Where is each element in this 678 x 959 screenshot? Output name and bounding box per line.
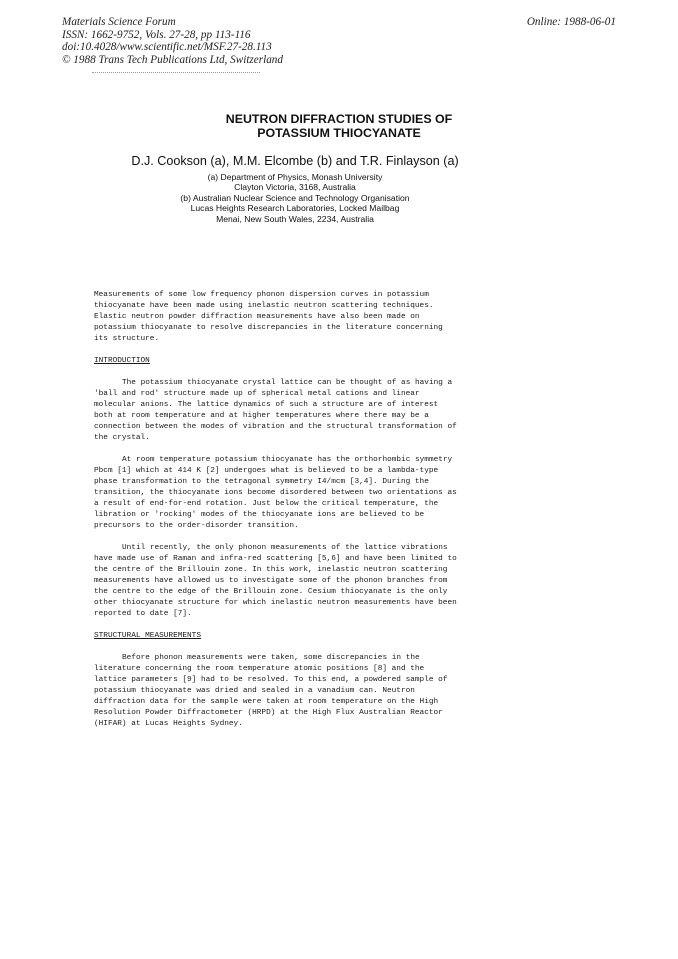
affiliations: [0, 172, 590, 224]
text-line: both at room temperature and at higher temperatures where there may be a: [94, 412, 429, 420]
text-line: the crystal.: [94, 434, 150, 442]
affiliation-line: (a) Department of Physics, Monash University: [207, 172, 383, 182]
text-line: potassium thiocyanate was dried and sealed in a vanadium can. Neutron: [94, 687, 415, 695]
affiliation-line: Menai, New South Wales, 2234, Australia: [216, 213, 374, 224]
abstract: [94, 290, 534, 345]
paper-title: [0, 112, 678, 140]
journal-name: Materials Science Forum: [62, 16, 176, 28]
text-line: Pbcm [1] which at 414 K [2] undergoes what is believed to be a lambda-type: [94, 467, 439, 475]
text-line: (HIFAR) at Lucas Heights Sydney.: [94, 720, 243, 728]
text-line: transition, the thiocyanate ions become disordered between two orientations as: [94, 489, 457, 497]
introduction-paragraph-1: [94, 378, 534, 444]
text-line: Until recently, the only phonon measurements of the lattice vibrations: [122, 544, 448, 552]
text-line: 'ball and rod' structure made up of spherical metal cations and linear: [94, 390, 420, 398]
abstract-line: Elastic neutron powder diffraction measurements have also been made on: [94, 313, 420, 321]
text-line: Before phonon measurements were taken, some discrepancies in the: [122, 654, 420, 662]
text-line: literature concerning the room temperature atomic positions [8] and the: [94, 665, 425, 673]
online-date: Online: 1988-06-01: [526, 16, 616, 28]
author-list: D.J. Cookson (a), M.M. Elcombe (b) and T.R. Finlayson (a): [131, 154, 459, 168]
text-line: a result of end-for-end rotation. Just below the critical temperature, the: [94, 500, 439, 508]
affiliation-line: (b) Australian Nuclear Science and Technology Organisation: [180, 192, 410, 203]
journal-header: [62, 16, 283, 66]
introduction-paragraph-2: [94, 455, 534, 532]
text-line: At room temperature potassium thiocyanate has the orthorhombic symmetry: [122, 456, 453, 464]
text-line: libration or 'rocking' modes of the thiocyanate ions are believed to be: [94, 511, 425, 519]
issn-line: ISSN: 1662-9752, Vols. 27-28, pp 113-116: [62, 28, 251, 41]
title-line-2: POTASSIUM THIOCYANATE: [257, 126, 421, 140]
text-line: lattice parameters [9] had to be resolved. To this end, a powdered sample of: [94, 676, 448, 684]
text-line: phase transformation to the tetragonal symmetry I4/mcm [3,4]. During the: [94, 478, 429, 486]
text-line: diffraction data for the sample were taken at room temperature on the High: [94, 698, 439, 706]
section-heading-structural: STRUCTURAL MEASUREMENTS: [94, 632, 201, 640]
affiliation-line: Clayton Victoria, 3168, Australia: [234, 182, 356, 193]
text-line: have made use of Raman and infra-red scattering [5,6] and have been limited to: [94, 555, 457, 563]
section-heading-introduction: INTRODUCTION: [94, 357, 150, 365]
text-line: the centre to the edge of the Brillouin zone. Cesium thiocyanate is the only: [94, 588, 448, 596]
text-line: measurements have allowed us to investigate some of the phonon branches from: [94, 577, 448, 585]
text-line: molecular anions. The lattice dynamics of such a structure are of interest: [94, 401, 439, 409]
abstract-line: Measurements of some low frequency phonon dispersion curves in potassium: [94, 291, 429, 299]
text-line: the centre of the Brillouin zone. In this work, inelastic neutron scattering: [94, 566, 448, 574]
introduction-paragraph-3: [94, 543, 534, 620]
cropped-text-remnant: [92, 72, 260, 76]
text-line: precursors to the order-disorder transition.: [94, 522, 299, 530]
abstract-line: thiocyanate have been made using inelastic neutron scattering techniques.: [94, 302, 434, 310]
paper-body: [94, 290, 534, 741]
structural-paragraph-1: [94, 653, 534, 730]
text-line: The potassium thiocyanate crystal lattice can be thought of as having a: [122, 379, 453, 387]
copyright-line: © 1988 Trans Tech Publications Ltd, Switzerland: [62, 53, 283, 66]
affiliation-line: Lucas Heights Research Laboratories, Locked Mailbag: [190, 203, 400, 214]
text-line: connection between the modes of vibration and the structural transformation of: [94, 423, 457, 431]
title-line-1: NEUTRON DIFFRACTION STUDIES OF: [225, 112, 453, 126]
text-line: reported to date [7].: [94, 610, 192, 618]
text-line: Resolution Powder Diffractometer (HRPD) at the High Flux Australian Reactor: [94, 709, 443, 717]
abstract-line: its structure.: [94, 335, 160, 343]
abstract-line: potassium thiocyanate to resolve discrepancies in the literature concerning: [94, 324, 443, 332]
doi-line: doi:10.4028/www.scientific.net/MSF.27-28.113: [62, 41, 272, 54]
text-line: other thiocyanate structure for which inelastic neutron measurements have been: [94, 599, 457, 607]
